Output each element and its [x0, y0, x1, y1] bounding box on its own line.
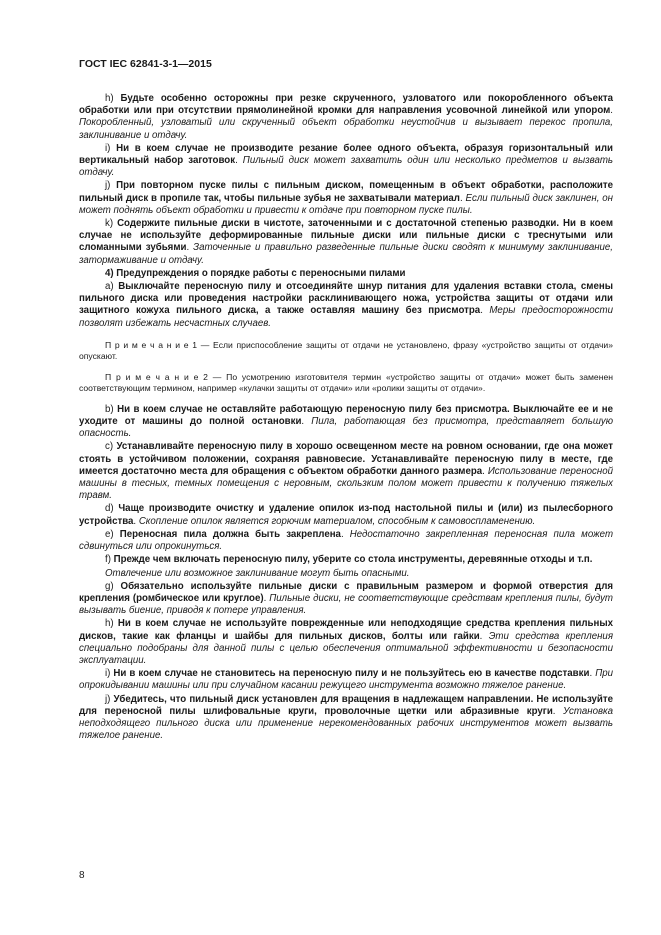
- paragraph-i2: i) Ни в коем случае не становитесь на переносную пилу и не пользуйтесь ею в качестве подставки. При опрокидывании машины или при случайном касании режущего инструмента возможно тяжелое ранение.: [79, 668, 613, 692]
- paragraph-j: j) При повторном пуске пилы с пильным диском, помещенным в объект обработки, расположите пильный диск в пропиле так, чтобы пильные зубья не захватывали материал. Если пильный диск заклинен, он может поднять объект обработки и привести к отдаче при повторном пуске пилы.: [79, 180, 614, 216]
- document-header: ГОСТ IEC 62841-3-1—2015: [79, 58, 212, 70]
- note-1: П р и м е ч а н и е 1 — Если приспособление защиты от отдачи не установлено, фразу «устройство защиты от отдачи» опускают.: [79, 339, 613, 361]
- page-number: 8: [79, 870, 85, 881]
- paragraph-d: d) Чаще производите очистку и удаление опилок из-под настольной пилы и (или) из пылесборного устройства. Скопление опилок является горючим материалом, способным к самовоспламенению.: [79, 503, 613, 527]
- paragraph-h: h) Будьте особенно осторожны при резке скрученного, узловатого или покоробленного объекта обработки или при отсутствии прямолинейной кромки для направления усовочной линейкой или упором. Покоробленный, узловатый или скрученный объект обработки неустойчив и вызывает перекос пропила, заклинивание и отдачу.: [79, 93, 613, 141]
- note-2: П р и м е ч а н и е 2 — По усмотрению изготовителя термин «устройство защиты от отдачи» может быть заменен соответствующим термином, например «кулачки защиты от отдачи» или «ролики защиты от отдачи».: [79, 371, 613, 393]
- paragraph-c: c) Устанавливайте переносную пилу в хорошо освещенном месте на ровном основании, где она может стоять в устойчивом положении, сохраняя равновесие. Устанавливайте переносную пилу в месте, где имеется достаточно места для обращения с объектом обработки данного размера. Использование переносной машины в тесных, темных помещения с неровным, скользким полом может привести к получению тяжелых травм.: [79, 441, 614, 502]
- paragraph-h2: h) Ни в коем случае не используйте поврежденные или неподходящие средства крепления пильных дисков, такие как фланцы и шайбы для пильных дисков, болты или гайки. Эти средства крепления специально подобраны для данной пилы с целью обеспечения оптимальной эффективности и безопасности эксплуатации.: [79, 618, 614, 666]
- paragraph-j2: j) Убедитесь, что пильный диск установлен для вращения в надлежащем направлении. Не используйте для переносной пилы шлифовальные круги, проволочные щетки или абразивные круги. Установка неподходящего пильного диска или применение нерекомендованных рабочих инструментов может вызвать тяжелое ранение.: [79, 693, 613, 742]
- paragraph-g: g) Обязательно используйте пильные диски с правильным размером и формой отверстия для крепления (ромбическое или круглое). Пильные диски, не соответствующие средствам крепления пилы, будут вызывать биение, приводя к потере управления.: [79, 580, 613, 617]
- paragraph-b: b) Ни в коем случае не оставляйте работающую переносную пилу без присмотра. Выключайте ее и не уходите от машины до полной остановки. Пила, работающая без присмотра, представляет большую опасность.: [79, 403, 613, 440]
- paragraph-f: f) Прежде чем включать переносную пилу, уберите со стола инструменты, деревянные отходы и т.п.: [105, 554, 593, 566]
- paragraph-f-note: Отвлечение или возможное заклинивание могут быть опасными.: [105, 567, 410, 579]
- section-heading: 4) Предупреждения о порядке работы с переносными пилами: [105, 267, 406, 279]
- paragraph-i: i) Ни в коем случае не производите резание более одного объекта, образуя горизонтальный или вертикальный набор заготовок. Пильный диск может захватить один или несколько предметов и вызвать отдачу.: [79, 142, 614, 179]
- paragraph-a: a) Выключайте переносную пилу и отсоединяйте шнур питания для удаления вставки стола, смены пильного диска или проведения настройки расклинивающего ножа, устройства защиты от отдачи или защитного кожуха пильного диска, а также оставляя машину без присмотра. Меры предосторожности позволят избежать несчастных случаев.: [79, 281, 613, 329]
- document-body: [79, 93, 613, 743]
- paragraph-k: k) Содержите пильные диски в чистоте, заточенными и с достаточной степенью разводки. Ни в коем случае не используйте деформированные пильные диски или пильные диски с треснутыми или сломанными зубьями. Заточенные и правильно разведенные пильные диски сводят к минимуму заклинивание, затормаживание и отдачу.: [79, 218, 614, 266]
- paragraph-e: e) Переносная пила должна быть закреплена. Недостаточно закрепленная переносная пила может сдвинуться или опрокинуться.: [79, 528, 614, 553]
